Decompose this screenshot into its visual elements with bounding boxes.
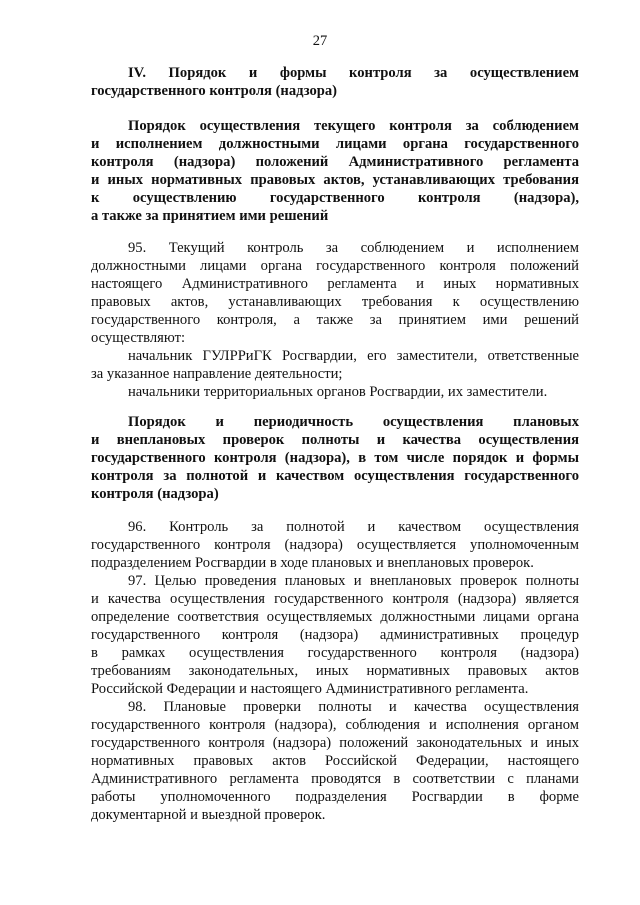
paragraph-line: государственного контроля, а также за принятием ими решений bbox=[91, 312, 579, 328]
paragraph-line: государственного контроля (надзора) осуществляется уполномоченным bbox=[91, 537, 579, 553]
subsection-heading-line: и исполнением должностными лицами органа государственного bbox=[91, 136, 579, 152]
paragraph-line: в рамках осуществления государственного контроля (надзора) bbox=[91, 645, 579, 661]
section-title-line: государственного контроля (надзора) bbox=[91, 83, 338, 99]
paragraph-line: государственного контроля (надзора) положений законодательных и иных bbox=[91, 735, 579, 751]
paragraph-line: настоящего Административного регламента и иных нормативных bbox=[91, 276, 579, 292]
subsection-heading-line: государственного контроля (надзора), в том числе порядок и формы bbox=[91, 450, 579, 466]
section-title-line: IV. Порядок и формы контроля за осуществлением bbox=[128, 65, 579, 81]
subsection-heading-line: контроля за полнотой и качеством осуществления государственного bbox=[91, 468, 579, 484]
subsection-heading-line: и внеплановых проверок полноты и качества осуществления bbox=[91, 432, 579, 448]
paragraph-line: начальники территориальных органов Росгвардии, их заместители. bbox=[128, 384, 548, 400]
paragraph-line: начальник ГУЛРРиГК Росгвардии, его заместители, ответственные bbox=[128, 348, 579, 364]
subsection-heading-line: Порядок и периодичность осуществления плановых bbox=[128, 414, 579, 430]
subsection-heading-line: контроля (надзора) bbox=[91, 486, 219, 502]
subsection-heading-line: Порядок осуществления текущего контроля за соблюдением bbox=[128, 118, 579, 134]
paragraph-line: нормативных правовых актов Российской Федерации, настоящего bbox=[91, 753, 579, 769]
paragraph-line: 98. Плановые проверки полноты и качества осуществления bbox=[128, 699, 579, 715]
subsection-heading-line: к осуществлению государственного контроля (надзора), bbox=[91, 190, 579, 206]
paragraph-line: должностными лицами органа государственного контроля положений bbox=[91, 258, 579, 274]
paragraph-line: работы уполномоченного подразделения Росгвардии в форме bbox=[91, 789, 579, 805]
subsection-heading-line: а также за принятием ими решений bbox=[91, 208, 329, 224]
paragraph-line: подразделением Росгвардии в ходе плановых и внеплановых проверок. bbox=[91, 555, 534, 571]
paragraph-line: требованиям законодательных, иных нормативных правовых актов bbox=[91, 663, 579, 679]
page-number: 27 bbox=[312, 33, 328, 49]
subsection-heading-line: и иных нормативных правовых актов, устанавливающих требования bbox=[91, 172, 579, 188]
paragraph-line: государственного контроля (надзора), соблюдения и исполнения органом bbox=[91, 717, 579, 733]
paragraph-line: за указанное направление деятельности; bbox=[91, 366, 343, 382]
paragraph-line: правовых актов, устанавливающих требования к осуществлению bbox=[91, 294, 579, 310]
paragraph-line: 97. Целью проведения плановых и внеплановых проверок полноты bbox=[128, 573, 579, 589]
paragraph-line: и качества осуществления государственного контроля (надзора) является bbox=[91, 591, 579, 607]
paragraph-line: осуществляют: bbox=[91, 330, 186, 346]
paragraph-line: государственного контроля (надзора) административных процедур bbox=[91, 627, 579, 643]
paragraph-line: Административного регламента проводятся в соответствии с планами bbox=[91, 771, 579, 787]
paragraph-line: документарной и выездной проверок. bbox=[91, 807, 326, 823]
paragraph-line: 95. Текущий контроль за соблюдением и исполнением bbox=[128, 240, 579, 256]
subsection-heading-line: контроля (надзора) положений Административного регламента bbox=[91, 154, 579, 170]
paragraph-line: 96. Контроль за полнотой и качеством осуществления bbox=[128, 519, 579, 535]
paragraph-line: определение соответствия осуществляемых должностными лицами органа bbox=[91, 609, 579, 625]
paragraph-line: Российской Федерации и настоящего Административного регламента. bbox=[91, 681, 529, 697]
